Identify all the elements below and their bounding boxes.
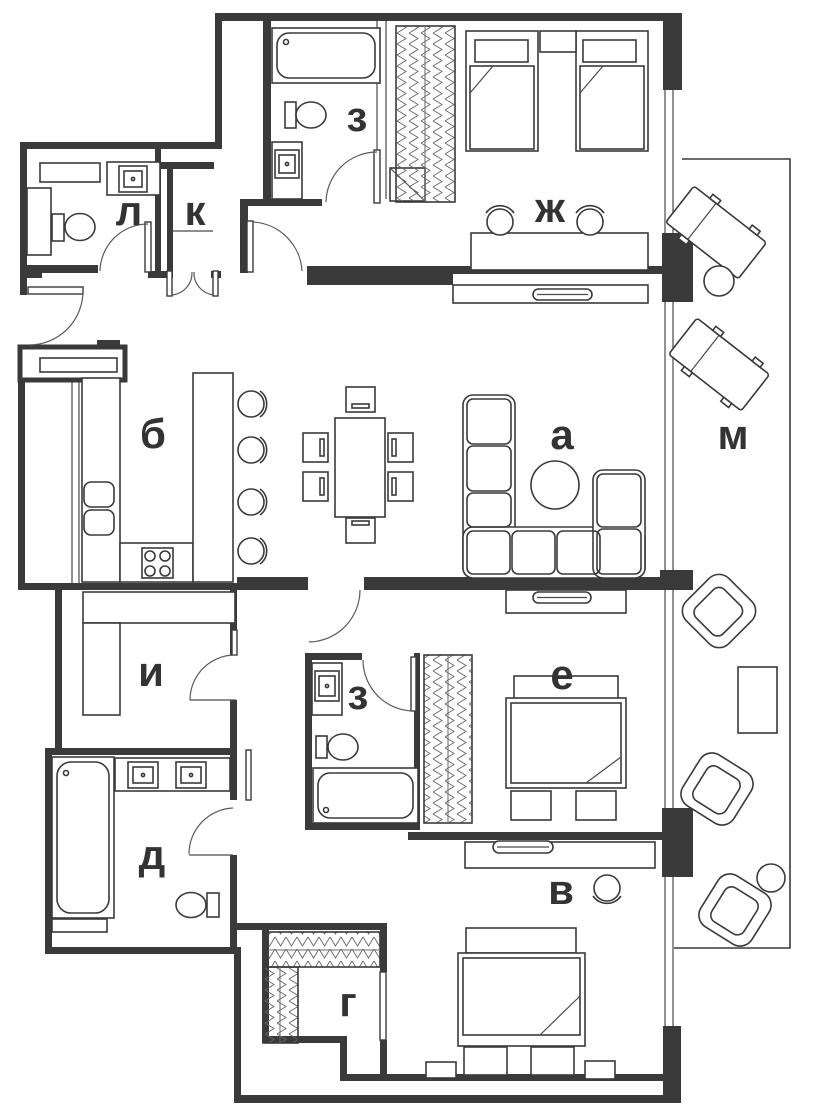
cooktop-icon bbox=[142, 548, 173, 578]
sink-icon bbox=[272, 142, 302, 199]
wardrobe-icon bbox=[396, 26, 455, 202]
room-label-i: и bbox=[138, 648, 164, 695]
pocket-door-wardrobe-g bbox=[380, 972, 386, 1040]
room-label-e: е bbox=[550, 651, 574, 698]
sink-icon bbox=[128, 762, 158, 788]
chair-icon bbox=[388, 472, 413, 501]
bed-icon bbox=[466, 31, 538, 151]
bar-stool-icon bbox=[238, 489, 267, 515]
bed-icon bbox=[458, 928, 585, 1046]
kitchen-island bbox=[193, 373, 233, 582]
hanging-rail-icon bbox=[268, 932, 380, 967]
room-living-a bbox=[303, 387, 645, 578]
bar-stool-icon bbox=[238, 538, 267, 564]
dining-table-icon bbox=[303, 387, 413, 543]
chair-icon bbox=[346, 518, 375, 543]
bed-icon bbox=[576, 31, 648, 151]
wardrobe-icon bbox=[424, 655, 472, 823]
room-bedroom-v bbox=[426, 841, 655, 1079]
room-label-k: к bbox=[184, 187, 206, 234]
chair-icon bbox=[346, 387, 375, 412]
room-label-z1: з bbox=[346, 93, 368, 140]
toilet-icon bbox=[316, 734, 358, 760]
counter bbox=[83, 592, 235, 623]
door-utility-i bbox=[190, 630, 237, 700]
entry-door bbox=[28, 287, 83, 345]
window-bedroom-e bbox=[665, 590, 673, 808]
plant-icon bbox=[757, 864, 785, 892]
door-bathroom-z1 bbox=[326, 150, 380, 203]
bar-stool-icon bbox=[238, 391, 267, 417]
sink-icon bbox=[312, 663, 342, 715]
bar-stool-icon bbox=[238, 437, 267, 463]
room-wardrobe-g bbox=[263, 932, 380, 1043]
desk bbox=[471, 233, 648, 270]
hanging-rail-icon bbox=[263, 967, 298, 1043]
room-label-a: а bbox=[550, 411, 574, 458]
chair-icon bbox=[303, 472, 328, 501]
chair-icon bbox=[388, 433, 413, 462]
window-bedroom-zh bbox=[665, 90, 673, 233]
room-kitchen-b bbox=[82, 373, 267, 582]
chair-icon bbox=[486, 206, 514, 235]
bathtub-icon bbox=[313, 768, 418, 823]
ac-unit-icon bbox=[453, 285, 648, 303]
door-hall-to-living bbox=[247, 221, 302, 272]
door-living-to-corridor bbox=[309, 590, 360, 642]
ac-unit-icon bbox=[493, 841, 553, 853]
windows bbox=[665, 90, 673, 1026]
bathtub-icon bbox=[272, 28, 380, 83]
counter bbox=[83, 623, 120, 715]
room-label-g: г bbox=[339, 978, 357, 1025]
toilet-icon bbox=[285, 102, 326, 128]
ottoman bbox=[511, 791, 551, 820]
room-label-v: в bbox=[548, 866, 574, 913]
room-label-m: м bbox=[717, 411, 749, 458]
room-label-l: л bbox=[115, 187, 143, 234]
round-table-icon bbox=[704, 266, 734, 296]
chair-icon bbox=[593, 875, 621, 903]
planter-icon bbox=[738, 667, 777, 733]
room-label-z2: з bbox=[347, 671, 369, 718]
bathtub-icon bbox=[52, 757, 114, 918]
ottoman bbox=[576, 791, 616, 820]
shelf bbox=[40, 163, 100, 182]
entry-shaft bbox=[20, 347, 125, 380]
nightstand bbox=[540, 31, 576, 52]
bench bbox=[426, 1062, 456, 1078]
coffee-table-icon bbox=[531, 461, 579, 509]
sink-icon bbox=[176, 762, 206, 788]
double-door-closet-k bbox=[167, 271, 218, 296]
chair-icon bbox=[303, 433, 328, 462]
ottoman bbox=[531, 1047, 574, 1075]
window-living bbox=[665, 302, 673, 570]
door-bathroom-z2 bbox=[363, 657, 416, 711]
wall-niche bbox=[27, 188, 51, 255]
shelf bbox=[52, 919, 107, 932]
room-label-zh: ж bbox=[535, 184, 565, 231]
chair-icon bbox=[576, 206, 604, 235]
kitchen-counter bbox=[82, 378, 120, 582]
ac-unit-icon bbox=[506, 590, 626, 613]
room-label-b: б bbox=[140, 410, 166, 457]
room-label-d: д bbox=[138, 831, 166, 878]
window-bedroom-v bbox=[665, 877, 673, 1026]
room-bedroom-zh bbox=[396, 26, 648, 270]
toilet-icon bbox=[52, 214, 95, 242]
toilet-icon bbox=[176, 893, 219, 918]
ottoman bbox=[464, 1047, 507, 1075]
bench bbox=[585, 1061, 615, 1079]
room-bedroom-e bbox=[424, 590, 626, 823]
sun-lounger-icon bbox=[666, 314, 773, 415]
